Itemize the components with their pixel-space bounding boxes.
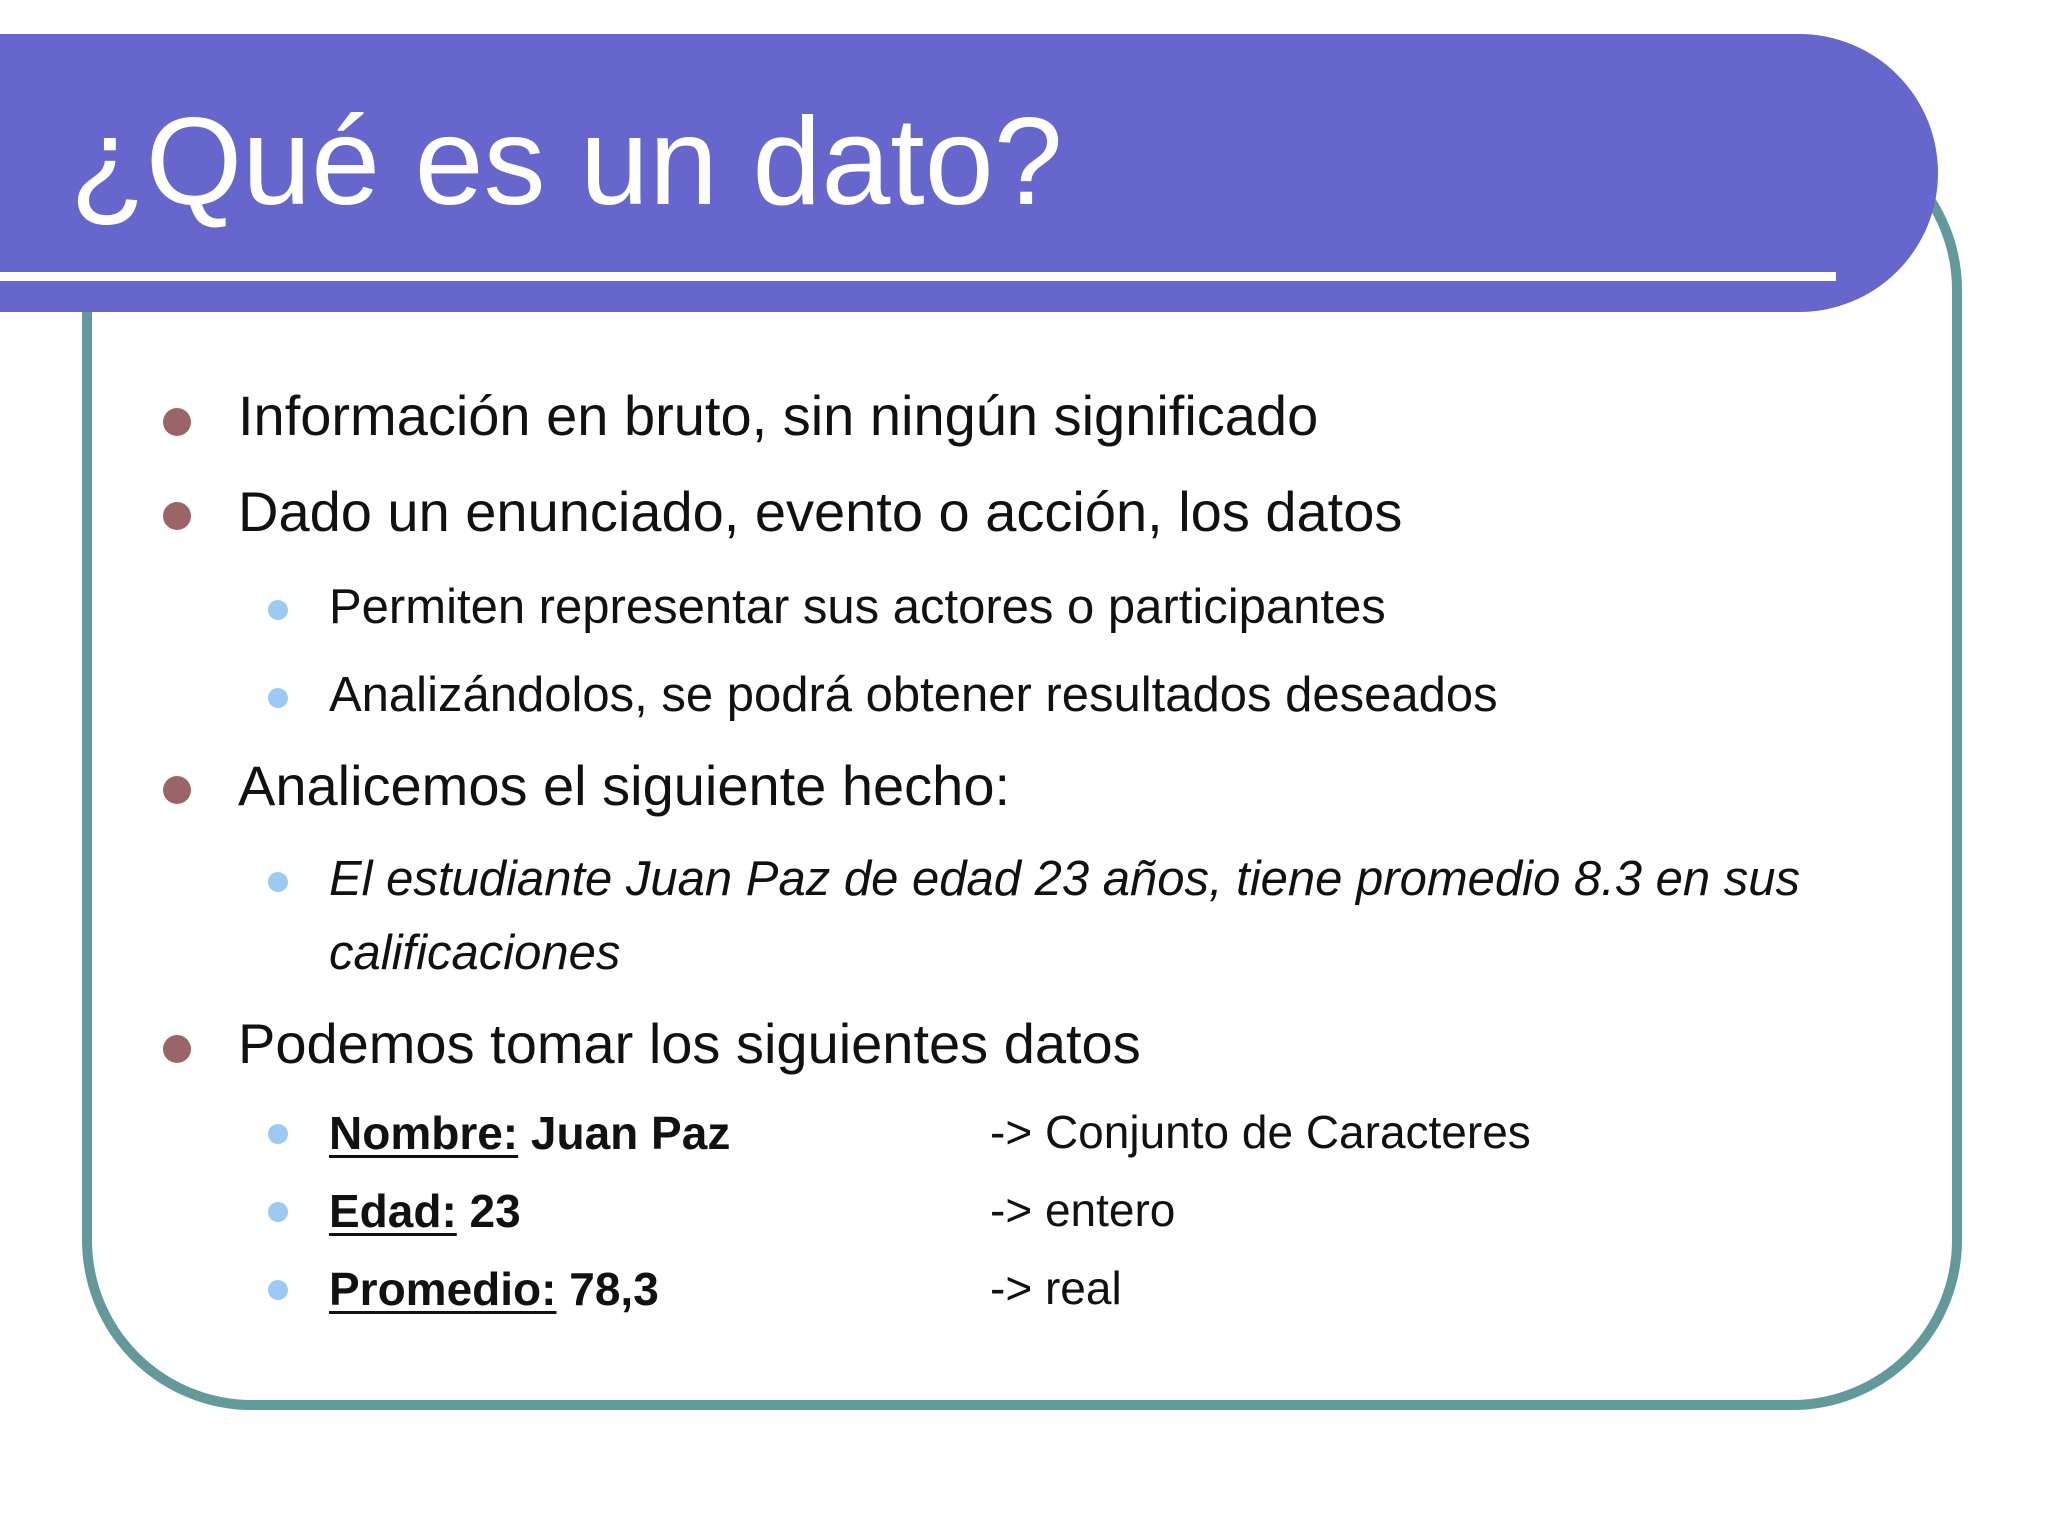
data-value: 78,3 xyxy=(556,1263,659,1315)
example-sentence-line-2: calificaciones xyxy=(329,926,621,980)
bullet-item: Dado un enunciado, evento o acción, los datos xyxy=(238,480,1403,543)
sub-bullet-dot xyxy=(268,1280,288,1300)
data-type: -> Conjunto de Caracteres xyxy=(990,1106,1531,1158)
data-type: -> entero xyxy=(990,1184,1176,1236)
data-label: Nombre: xyxy=(329,1107,519,1159)
bullet-dot xyxy=(163,776,191,804)
data-value: 23 xyxy=(456,1185,521,1237)
sub-bullet-dot xyxy=(268,688,288,708)
bullet-item: Analicemos el siguiente hecho: xyxy=(238,754,1011,817)
sub-bullet-dot xyxy=(268,600,288,620)
sub-bullet-item: Analizándolos, se podrá obtener resultados deseados xyxy=(329,668,1498,722)
sub-bullet-dot xyxy=(268,872,288,892)
bullet-dot xyxy=(163,408,191,436)
data-value: Juan Paz xyxy=(518,1107,731,1159)
sub-bullet-dot xyxy=(268,1202,288,1222)
bullet-dot xyxy=(163,1035,191,1063)
sub-bullet-item: Permiten representar sus actores o participantes xyxy=(329,580,1386,634)
data-type: -> real xyxy=(990,1262,1122,1314)
data-label: Edad: xyxy=(329,1185,457,1237)
sub-bullet-dot xyxy=(268,1124,288,1144)
data-item-name xyxy=(329,1096,730,1170)
example-sentence-line-1: El estudiante Juan Paz de edad 23 años, tiene promedio 8.3 en sus xyxy=(329,852,1801,906)
bullet-item: Podemos tomar los siguientes datos xyxy=(238,1012,1141,1075)
data-item-average xyxy=(329,1252,659,1326)
slide-title: ¿Qué es un dato? xyxy=(70,93,1063,231)
data-item-age xyxy=(329,1174,521,1248)
data-label: Promedio: xyxy=(329,1263,557,1315)
bullet-dot xyxy=(163,502,191,530)
bullet-item: Información en bruto, sin ningún significado xyxy=(238,384,1319,447)
